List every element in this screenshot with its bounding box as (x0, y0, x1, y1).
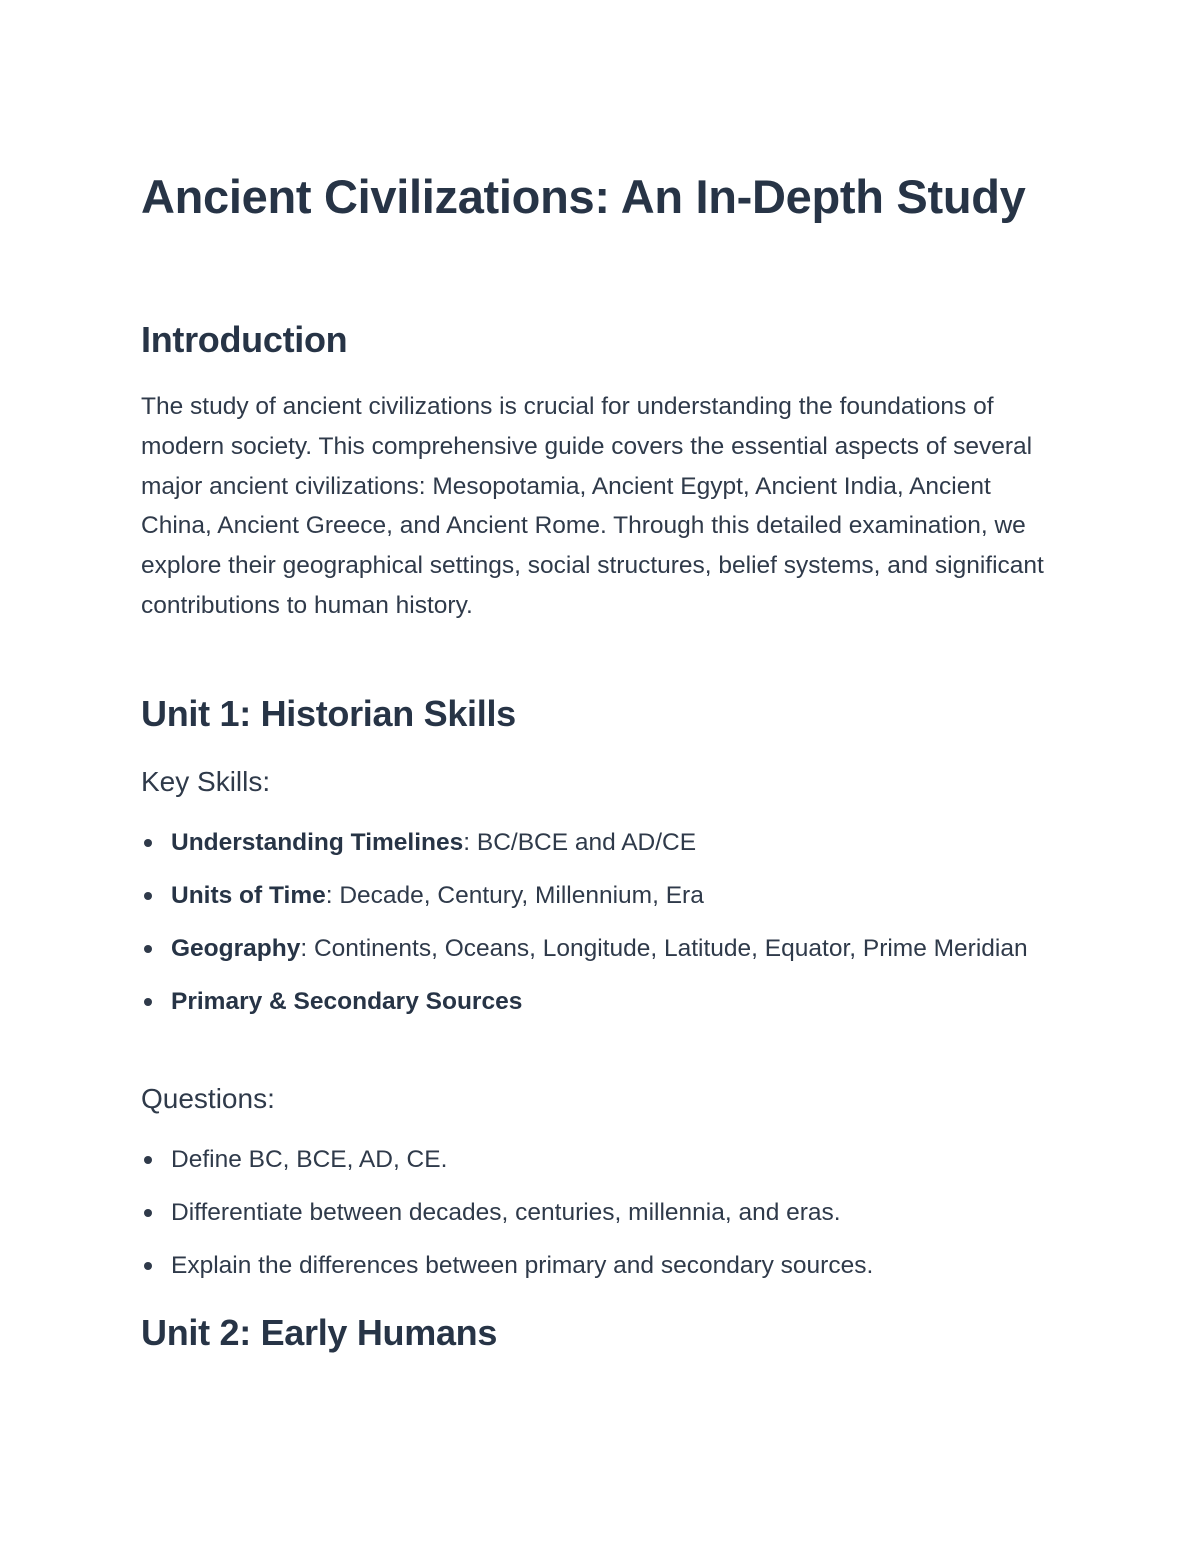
key-skill-text: : Decade, Century, Millennium, Era (325, 882, 704, 909)
document-title: Ancient Civilizations: An In-Depth Study (141, 170, 1026, 223)
question-text: Define BC, BCE, AD, CE. (171, 1146, 448, 1173)
key-skill-label: Geography (171, 935, 301, 962)
key-skill-item (141, 982, 1041, 1021)
bullet-icon (144, 839, 152, 847)
questions-heading: Questions: (141, 1083, 275, 1114)
key-skill-item (141, 823, 1041, 862)
key-skills-list (141, 823, 1041, 1021)
question-text: Explain the differences between primary and secondary sources. (171, 1252, 874, 1279)
key-skill-label: Units of Time (171, 882, 326, 909)
key-skills-heading: Key Skills: (141, 766, 271, 797)
unit1-heading: Unit 1: Historian Skills (141, 693, 516, 734)
question-item (141, 1246, 1041, 1285)
introduction-heading: Introduction (141, 319, 348, 360)
question-item (141, 1140, 1041, 1179)
bullet-icon (144, 998, 152, 1006)
question-item (141, 1193, 1041, 1232)
bullet-icon (144, 1156, 152, 1164)
bullet-icon (144, 1209, 152, 1217)
bullet-icon (144, 892, 152, 900)
key-skill-label: Primary & Secondary Sources (171, 988, 523, 1015)
key-skill-label: Understanding Timelines (171, 829, 464, 856)
unit2-heading: Unit 2: Early Humans (141, 1312, 498, 1353)
questions-list (141, 1140, 1041, 1285)
bullet-icon (144, 1262, 152, 1270)
introduction-paragraph: The study of ancient civilizations is crucial for understanding the foundations of modern society. This comprehensive guide covers the essential aspects of several major ancient civilizations: Mesopotamia, Ancient Egypt, Ancient India, Ancient China, Ancient Greece, and Ancient Rome. Through this detailed examination, we explore their geographical settings, social structures, belief systems, and significant contributions to human history. (141, 393, 1044, 619)
key-skill-item (141, 929, 1041, 968)
key-skill-text: : Continents, Oceans, Longitude, Latitude, Equator, Prime Meridian (300, 935, 1028, 962)
key-skill-item (141, 876, 1041, 915)
key-skill-text: : BC/BCE and AD/CE (463, 829, 697, 856)
bullet-icon (144, 945, 152, 953)
question-text: Differentiate between decades, centuries, millennia, and eras. (171, 1199, 841, 1226)
